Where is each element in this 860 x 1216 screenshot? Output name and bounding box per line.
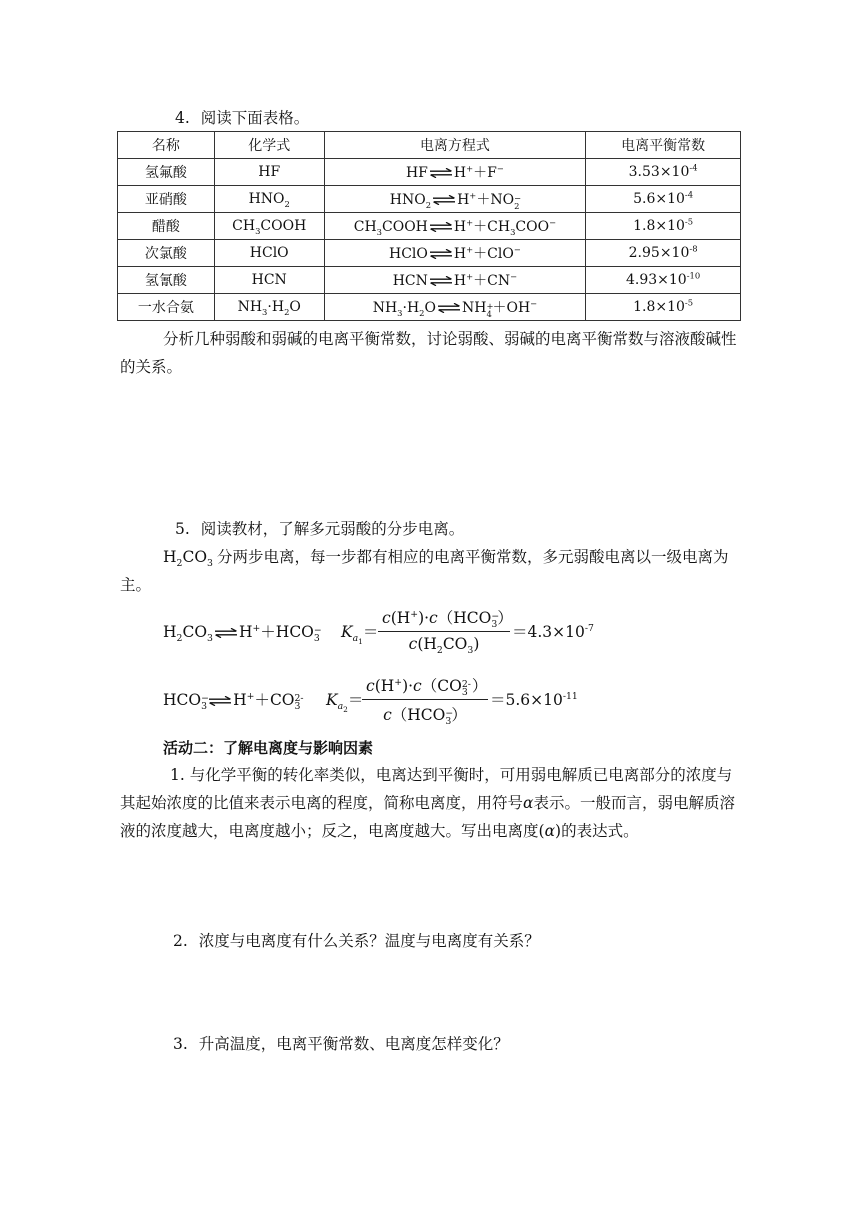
ka2-value: $=5.6\times 10^{-11}$ bbox=[490, 690, 578, 709]
ionization-equation: $NH_3\cdot H_2O$ NH + 4 ＋OH− bbox=[324, 294, 586, 321]
fraction-denominator: c（HCO − 3 ） bbox=[383, 706, 467, 727]
substance-name: 亚硝酸 bbox=[118, 186, 215, 213]
fraction-denominator: $c(H_2CO_3)$ bbox=[408, 635, 480, 657]
hco3-ionization-equation: HCO − 3 H+＋CO 2- 3 bbox=[163, 690, 304, 712]
ka1-value: $=4.3\times 10^{-7}$ bbox=[512, 622, 594, 641]
table-row bbox=[118, 267, 741, 294]
chemical-formula: $HNO_2$ bbox=[214, 186, 324, 213]
chemical-formula: $NH_3\cdot H_2O$ bbox=[214, 294, 324, 321]
equilibrium-arrow-icon bbox=[214, 628, 238, 638]
question-4 bbox=[175, 106, 309, 128]
chemical-formula: $CH_3COOH$ bbox=[214, 213, 324, 240]
fraction-numerator: c(H+)·c（CO 2- 3 ） bbox=[362, 674, 488, 700]
ka2-symbol: $K_{a_2}=$ bbox=[326, 691, 364, 714]
table-row bbox=[118, 186, 741, 213]
ka1-symbol: $K_{a_1}=$ bbox=[341, 623, 379, 646]
ionization-equation: $CH_3COOH$ $H^++CH_3COO^-$ bbox=[324, 213, 586, 240]
question-text: 浓度与电离度有什么关系？温度与电离度有关系？ bbox=[198, 932, 540, 950]
ionization-equation: $HNO_2$ H+＋NO − 2 bbox=[324, 186, 586, 213]
equilibrium-arrow-icon bbox=[429, 249, 453, 259]
activity-2-question-1: 1. 与化学平衡的转化率类似，电离达到平衡时，可用弱电解质已电离部分的浓度与其起始浓度的比值来表示电离的程度，简称电离度，用符号α表示。一般而言，弱电解质溶液的浓度越大，电离度越小；反之，电离度越大。写出电离度(α)的表达式。 bbox=[120, 766, 735, 840]
table-header-row bbox=[118, 132, 741, 159]
activity-2-question-3 bbox=[173, 1032, 509, 1054]
h2co3-ionization-equation: $H_2CO_3$ H+＋HCO − 3 bbox=[163, 622, 322, 645]
ionization-constant: $1.8\times 10^{-5}$ bbox=[586, 213, 741, 240]
question-number: 3. bbox=[173, 1035, 188, 1053]
equilibrium-arrow-icon bbox=[429, 222, 453, 232]
header-constant: 电离平衡常数 bbox=[586, 132, 741, 159]
header-name: 名称 bbox=[118, 132, 215, 159]
question-number: 5. bbox=[175, 520, 190, 538]
ionization-constant: $5.6\times 10^{-4}$ bbox=[586, 186, 741, 213]
ionization-constant: $4.93\times 10^{-10}$ bbox=[586, 267, 741, 294]
ka1-fraction bbox=[378, 606, 513, 657]
analysis-paragraph: 分析几种弱酸和弱碱的电离平衡常数，讨论弱酸、弱碱的电离平衡常数与溶液酸碱性的关系。 bbox=[120, 330, 737, 376]
substance-name: 氢氰酸 bbox=[118, 267, 215, 294]
equilibrium-arrow-icon bbox=[437, 303, 461, 313]
h2co3-paragraph: $H_2CO_3$ 分两步电离，每一步都有相应的电离平衡常数，多元弱酸电离以一级电离为主。 bbox=[120, 548, 729, 594]
substance-name: 次氯酸 bbox=[118, 240, 215, 267]
table-row bbox=[118, 240, 741, 267]
equilibrium-arrow-icon bbox=[429, 168, 453, 178]
equilibrium-arrow-icon bbox=[208, 696, 232, 706]
ionization-constant: $3.53\times 10^{-4}$ bbox=[586, 159, 741, 186]
question-text: 升高温度，电离平衡常数、电离度怎样变化？ bbox=[198, 1035, 509, 1053]
table-row bbox=[118, 213, 741, 240]
chemical-formula: HCN bbox=[214, 267, 324, 294]
question-text: 阅读教材，了解多元弱酸的分步电离。 bbox=[200, 520, 465, 538]
table-row bbox=[118, 294, 741, 321]
ionization-equation: HCN H+＋CN− bbox=[324, 267, 586, 294]
activity-2-heading: 活动二：了解电离度与影响因素 bbox=[163, 739, 374, 757]
ionization-equation: HF H+＋F− bbox=[324, 159, 586, 186]
equilibrium-arrow-icon bbox=[429, 276, 453, 286]
substance-name: 氢氟酸 bbox=[118, 159, 215, 186]
fraction-numerator: c(H+)·c（HCO − 3 ） bbox=[378, 606, 510, 632]
question-5 bbox=[175, 517, 464, 539]
question-text: 阅读下面表格。 bbox=[200, 109, 310, 127]
question-number: 2. bbox=[173, 932, 188, 950]
chemical-formula: HClO bbox=[214, 240, 324, 267]
ionization-constant: $2.95\times 10^{-8}$ bbox=[586, 240, 741, 267]
ionization-constant: $1.8\times 10^{-5}$ bbox=[586, 294, 741, 321]
header-equation: 电离方程式 bbox=[324, 132, 586, 159]
table-row bbox=[118, 159, 741, 186]
activity-2-question-2 bbox=[173, 929, 540, 951]
substance-name: 醋酸 bbox=[118, 213, 215, 240]
question-number: 4. bbox=[175, 109, 190, 127]
equilibrium-arrow-icon bbox=[432, 195, 456, 205]
substance-name: 一水合氨 bbox=[118, 294, 215, 321]
ionization-constants-table bbox=[117, 131, 741, 321]
chemical-formula: HF bbox=[214, 159, 324, 186]
header-formula: 化学式 bbox=[214, 132, 324, 159]
ka2-fraction bbox=[362, 674, 488, 725]
ionization-equation: HClO H+＋ClO− bbox=[324, 240, 586, 267]
